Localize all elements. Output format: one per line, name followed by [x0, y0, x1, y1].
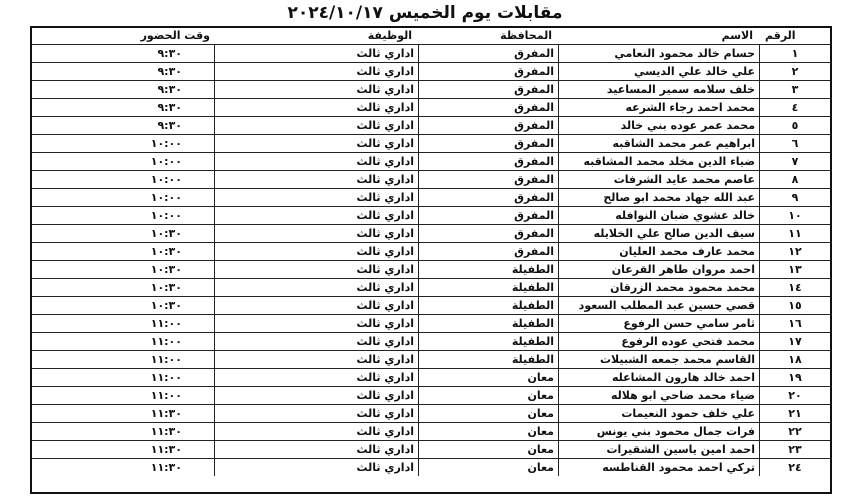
- row-name: ضياء محمد ضاحي ابو هلاله: [558, 387, 759, 404]
- row-num: ٢١: [759, 405, 830, 422]
- row-name: احمد امين ياسين الشقيرات: [558, 441, 759, 458]
- row-time: ١١:٠٠: [150, 353, 182, 366]
- row-job: اداري ثالث: [214, 423, 418, 440]
- row-job: اداري ثالث: [214, 171, 418, 188]
- row-time: ١٠:٣٠: [150, 227, 182, 240]
- row-time: ١٠:٠٠: [150, 191, 182, 204]
- table-row: [32, 170, 830, 188]
- row-job: اداري ثالث: [214, 369, 418, 386]
- row-name: محمد محمود محمد الزرقان: [558, 279, 759, 296]
- row-job: اداري ثالث: [214, 405, 418, 422]
- row-num: ١٦: [759, 315, 830, 332]
- row-num: ٢٠: [759, 387, 830, 404]
- row-num: ١٥: [759, 297, 830, 314]
- table-row: [32, 260, 830, 278]
- row-governorate: الطفيلة: [418, 351, 558, 368]
- table-row: [32, 242, 830, 260]
- row-time: ١١:٣٠: [150, 461, 182, 474]
- table-row: [32, 386, 830, 404]
- table-row: [32, 314, 830, 332]
- row-num: ١٢: [759, 243, 830, 260]
- table-row: [32, 44, 830, 62]
- row-name: خلف سلامه سمير المساعيد: [558, 81, 759, 98]
- row-name: عاصم محمد عايد الشرفات: [558, 171, 759, 188]
- row-name: احمد خالد هارون المشاعله: [558, 369, 759, 386]
- table-row: [32, 296, 830, 314]
- row-time: ٩:٣٠: [157, 65, 182, 78]
- row-time: ٩:٣٠: [157, 83, 182, 96]
- row-name: محمد عارف محمد العليان: [558, 243, 759, 260]
- row-num: ١٧: [759, 333, 830, 350]
- row-governorate: المفرق: [418, 207, 558, 224]
- row-governorate: الطفيلة: [418, 297, 558, 314]
- row-name: ابراهيم عمر محمد الشاقبه: [558, 135, 759, 152]
- row-time: ١١:٣٠: [150, 425, 182, 438]
- row-num: ١٠: [759, 207, 830, 224]
- row-num: ٨: [759, 171, 830, 188]
- table-row: [32, 152, 830, 170]
- row-name: محمد فتحي عوده الرفوع: [558, 333, 759, 350]
- header-time: وقت الحضور: [140, 29, 210, 42]
- row-governorate: معان: [418, 441, 558, 458]
- row-time: ١٠:٠٠: [150, 155, 182, 168]
- table-row: [32, 80, 830, 98]
- table-row: [32, 62, 830, 80]
- row-time: ٩:٣٠: [157, 47, 182, 60]
- row-name: علي خالد علي الديسي: [558, 63, 759, 80]
- row-num: ١: [759, 45, 830, 62]
- row-name: سيف الدين صالح علي الخلايله: [558, 225, 759, 242]
- table-body: [32, 44, 830, 476]
- row-name: خالد عشوي ضبان النوافله: [558, 207, 759, 224]
- row-job: اداري ثالث: [214, 117, 418, 134]
- table-row: [32, 332, 830, 350]
- row-job: اداري ثالث: [214, 441, 418, 458]
- row-num: ١١: [759, 225, 830, 242]
- row-name: علي خلف حمود النعيمات: [558, 405, 759, 422]
- row-time: ١١:٠٠: [150, 371, 182, 384]
- row-job: اداري ثالث: [214, 243, 418, 260]
- table-row: [32, 278, 830, 296]
- row-num: ١٣: [759, 261, 830, 278]
- row-time: ١١:٠٠: [150, 317, 182, 330]
- row-time: ٩:٣٠: [157, 101, 182, 114]
- table-row: [32, 116, 830, 134]
- row-governorate: المفرق: [418, 99, 558, 116]
- table-row: [32, 368, 830, 386]
- table-row: [32, 188, 830, 206]
- row-governorate: المفرق: [418, 189, 558, 206]
- row-name: تركي احمد محمود القناطسه: [558, 459, 759, 476]
- row-name: احمد مروان طاهر القرعان: [558, 261, 759, 278]
- header-name: الاسم: [721, 29, 753, 42]
- row-num: ٤: [759, 99, 830, 116]
- row-job: اداري ثالث: [214, 225, 418, 242]
- row-num: ٧: [759, 153, 830, 170]
- header-num: الرقم: [765, 29, 796, 42]
- row-governorate: المفرق: [418, 171, 558, 188]
- row-job: اداري ثالث: [214, 279, 418, 296]
- row-time: ١١:٠٠: [150, 389, 182, 402]
- row-governorate: المفرق: [418, 45, 558, 62]
- row-num: ٢٤: [759, 459, 830, 476]
- row-name: ضياء الدين مخلد محمد المشاقبه: [558, 153, 759, 170]
- row-job: اداري ثالث: [214, 387, 418, 404]
- row-time: ١٠:٠٠: [150, 209, 182, 222]
- row-job: اداري ثالث: [214, 333, 418, 350]
- row-name: عبد الله جهاد محمد ابو صالح: [558, 189, 759, 206]
- table-row: [32, 404, 830, 422]
- row-governorate: المفرق: [418, 63, 558, 80]
- row-governorate: معان: [418, 459, 558, 476]
- row-num: ٥: [759, 117, 830, 134]
- row-name: حسام خالد محمود النعامي: [558, 45, 759, 62]
- row-name: محمد احمد رجاء الشرعه: [558, 99, 759, 116]
- row-num: ٢٣: [759, 441, 830, 458]
- row-num: ١٨: [759, 351, 830, 368]
- row-job: اداري ثالث: [214, 45, 418, 62]
- row-job: اداري ثالث: [214, 261, 418, 278]
- row-time: ١١:٣٠: [150, 443, 182, 456]
- header-job: الوظيفة: [367, 29, 412, 42]
- table-row: [32, 224, 830, 242]
- interview-table: [30, 26, 832, 494]
- table-row: [32, 440, 830, 458]
- row-job: اداري ثالث: [214, 315, 418, 332]
- row-job: اداري ثالث: [214, 459, 418, 476]
- row-name: القاسم محمد جمعه الشبيلات: [558, 351, 759, 368]
- row-time: ١٠:٣٠: [150, 281, 182, 294]
- row-num: ٣: [759, 81, 830, 98]
- table-row: [32, 422, 830, 440]
- row-job: اداري ثالث: [214, 153, 418, 170]
- row-job: اداري ثالث: [214, 99, 418, 116]
- row-num: ٢: [759, 63, 830, 80]
- table-row: [32, 458, 830, 476]
- table-row: [32, 206, 830, 224]
- row-num: ١٤: [759, 279, 830, 296]
- row-governorate: معان: [418, 369, 558, 386]
- row-governorate: المفرق: [418, 243, 558, 260]
- table-row: [32, 98, 830, 116]
- row-governorate: المفرق: [418, 225, 558, 242]
- row-num: ٢٢: [759, 423, 830, 440]
- row-governorate: الطفيلة: [418, 261, 558, 278]
- row-governorate: معان: [418, 423, 558, 440]
- row-job: اداري ثالث: [214, 297, 418, 314]
- row-job: اداري ثالث: [214, 189, 418, 206]
- row-governorate: المفرق: [418, 117, 558, 134]
- row-job: اداري ثالث: [214, 351, 418, 368]
- row-time: ١٠:٣٠: [150, 245, 182, 258]
- header-governorate: المحافظة: [500, 29, 552, 42]
- row-job: اداري ثالث: [214, 207, 418, 224]
- table-row: [32, 350, 830, 368]
- row-num: ٩: [759, 189, 830, 206]
- row-governorate: المفرق: [418, 81, 558, 98]
- row-name: فرات جمال محمود بني يونس: [558, 423, 759, 440]
- row-num: ١٩: [759, 369, 830, 386]
- row-name: قصي حسين عبد المطلب السعود: [558, 297, 759, 314]
- row-num: ٦: [759, 135, 830, 152]
- row-governorate: الطفيلة: [418, 279, 558, 296]
- row-governorate: المفرق: [418, 135, 558, 152]
- row-governorate: الطفيلة: [418, 333, 558, 350]
- row-governorate: الطفيلة: [418, 315, 558, 332]
- row-governorate: المفرق: [418, 153, 558, 170]
- row-name: ثامر سامي حسن الرفوع: [558, 315, 759, 332]
- row-job: اداري ثالث: [214, 81, 418, 98]
- table-row: [32, 134, 830, 152]
- row-governorate: معان: [418, 405, 558, 422]
- row-time: ١٠:٠٠: [150, 173, 182, 186]
- row-job: اداري ثالث: [214, 135, 418, 152]
- row-job: اداري ثالث: [214, 63, 418, 80]
- row-governorate: معان: [418, 387, 558, 404]
- row-time: ١٠:٣٠: [150, 299, 182, 312]
- row-name: محمد عمر عوده بني خالد: [558, 117, 759, 134]
- row-time: ١٠:٣٠: [150, 263, 182, 276]
- table-header: [32, 28, 830, 44]
- page-title: مقابلات يوم الخميس ٢٠٢٤/١٠/١٧: [287, 3, 563, 23]
- row-time: ١١:٣٠: [150, 407, 182, 420]
- row-time: ٩:٣٠: [157, 119, 182, 132]
- row-time: ١١:٠٠: [150, 335, 182, 348]
- row-time: ١٠:٠٠: [150, 137, 182, 150]
